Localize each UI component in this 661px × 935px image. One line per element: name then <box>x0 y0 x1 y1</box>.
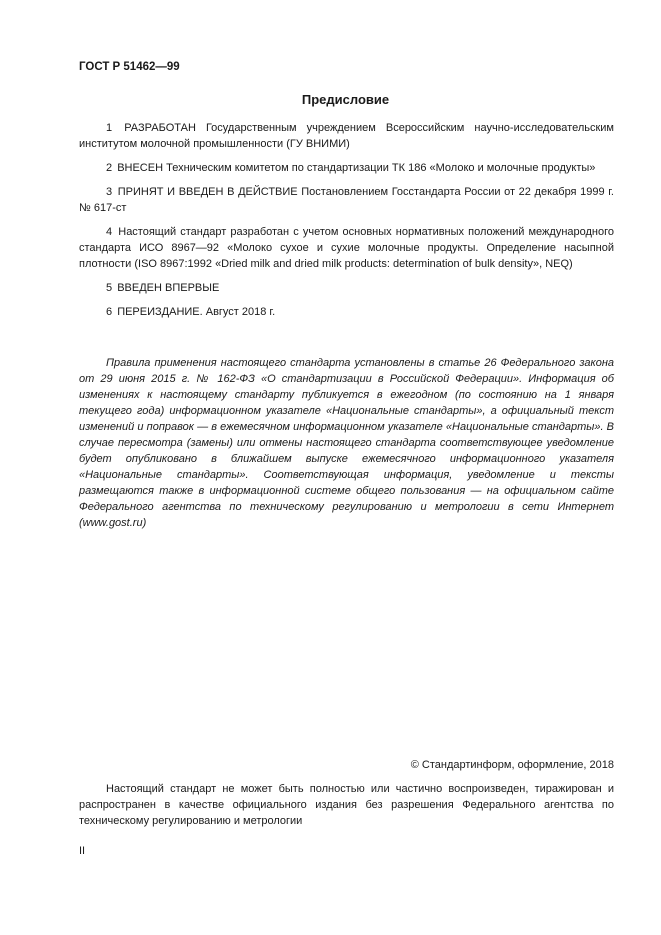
item-text: ПРИНЯТ И ВВЕДЕН В ДЕЙСТВИЕ Постановлением Госстандарта России от 22 декабря 1999 г. № 617-ст <box>79 186 614 214</box>
item-number: 1 <box>106 122 113 134</box>
document-code: ГОСТ Р 51462—99 <box>79 61 180 73</box>
rules-notice: Правила применения настоящего стандарта установлены в статье 26 Федерального закона от 29 июня 2015 г. № 162-ФЗ «О стандартизации в Российской Федерации». Информация об изменениях к настоящему стандарту публикуется в ежегодном (по состоянию на 1 января текущего года) информационном указателе «Национальные стандарты», а официальный текст изменений и поправок — в ежемесячном информационном указателе «Национальные стандарты». В случае пересмотра (замены) или отмены настоящего стандарта соответствующее уведомление будет опубликовано в ближайшем выпуске ежемесячного информационного указателя «Национальные стандарты». Соответствующая информация, уведомление и тексты размещаются также в информационной системе общего пользования — на официальном сайте Федерального агентства по техническому регулированию и метрологии в сети Интернет (www.gost.ru) <box>79 357 614 529</box>
item-4 <box>79 224 614 272</box>
item-number: 2 <box>106 162 113 174</box>
item-text: РАЗРАБОТАН Государственным учреждением Всероссийским научно-исследовательским институтом молочной промышленности (ГУ ВНИМИ) <box>79 122 614 150</box>
item-5 <box>79 280 614 296</box>
item-6 <box>79 304 614 320</box>
item-text: ПЕРЕИЗДАНИЕ. Август 2018 г. <box>117 306 276 318</box>
reproduction-notice: Настоящий стандарт не может быть полностью или частично воспроизведен, тиражирован и распространен в качестве официального издания без разрешения Федерального агентства по техническому регулированию и метрологии <box>79 783 614 827</box>
item-text: ВНЕСЕН Техническим комитетом по стандартизации ТК 186 «Молоко и молочные продукты» <box>117 162 596 174</box>
item-number: 5 <box>106 282 113 294</box>
item-1 <box>79 120 614 152</box>
item-text: Настоящий стандарт разработан с учетом основных нормативных положений международного стандарта ИСО 8967—92 «Молоко сухое и сухие молочные продукты. Определение насыпной плотности (ISO 8967:1992 «Dried milk and dried milk products: determination of bulk density», NEQ) <box>79 226 615 270</box>
title-text: Предисловие <box>301 92 390 107</box>
item-number: 6 <box>106 306 113 318</box>
copyright: © Стандартинформ, оформление, 2018 <box>410 759 614 771</box>
item-number: 4 <box>106 226 113 238</box>
item-text: ВВЕДЕН ВПЕРВЫЕ <box>117 282 220 294</box>
page-number: II <box>79 845 86 857</box>
item-3 <box>79 184 614 216</box>
item-number: 3 <box>106 186 113 198</box>
item-2 <box>79 160 614 176</box>
page-title <box>0 92 661 107</box>
